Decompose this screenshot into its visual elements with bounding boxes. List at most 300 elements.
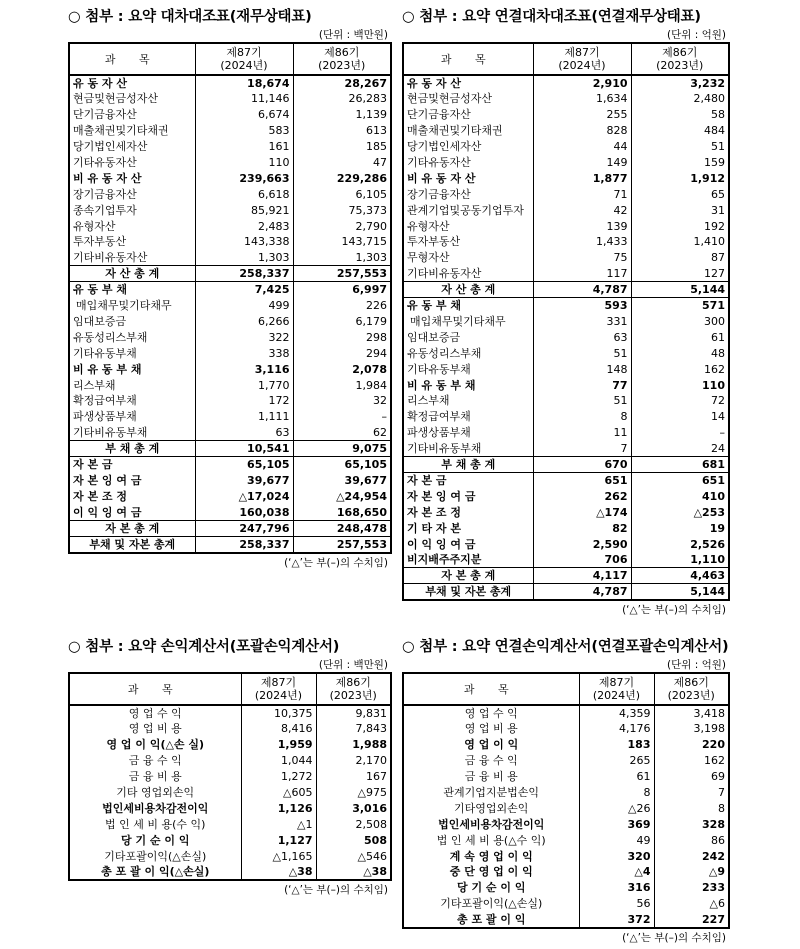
value-86: 75,373: [293, 202, 391, 218]
row-label: 당기법인세자산: [69, 139, 195, 155]
value-86: 3,016: [316, 800, 391, 816]
value-87: △605: [241, 785, 316, 801]
table-row: [69, 123, 391, 139]
value-87: 1,044: [241, 753, 316, 769]
value-86: 72: [631, 393, 729, 409]
value-87: 828: [533, 123, 631, 139]
value-86: 14: [631, 409, 729, 425]
value-87: 4,787: [533, 584, 631, 601]
value-86: 4,463: [631, 568, 729, 584]
value-87: 1,126: [241, 800, 316, 816]
table-row: [403, 520, 729, 536]
value-86: 143,715: [293, 234, 391, 250]
value-87: 651: [533, 473, 631, 489]
table-row: [403, 584, 729, 601]
value-87: 1,433: [533, 234, 631, 250]
table-row: [403, 721, 729, 737]
value-87: 255: [533, 107, 631, 123]
value-87: 110: [195, 155, 293, 171]
table-header-row: [403, 43, 729, 75]
value-87: 8: [533, 409, 631, 425]
table-row: [69, 155, 391, 171]
row-label: 총 포 괄 이 익(△손실): [69, 864, 241, 880]
value-86: 61: [631, 329, 729, 345]
value-87: 139: [533, 218, 631, 234]
table-row: [403, 705, 729, 721]
value-86: 226: [293, 298, 391, 314]
column-header-87: 제87기 (2024년): [195, 43, 293, 75]
table-row: [403, 488, 729, 504]
value-87: 239,663: [195, 170, 293, 186]
value-86: 19: [631, 520, 729, 536]
row-label: 관계기업지분법손익: [403, 785, 579, 801]
table-row: [69, 234, 391, 250]
row-label: 유동성리스부채: [69, 329, 195, 345]
column-header-item: 과 목: [403, 43, 533, 75]
value-87: 6,618: [195, 186, 293, 202]
row-label: 자 본 금: [69, 457, 195, 473]
income-statement-note: (‘△’는 부(–)의 수치임): [284, 884, 388, 897]
value-86: 65,105: [293, 457, 391, 473]
value-87: 670: [533, 457, 631, 473]
row-label: 투자부동산: [403, 234, 533, 250]
row-label: 자 본 잉 여 금: [69, 473, 195, 489]
value-87: △174: [533, 504, 631, 520]
balance-sheet-title: ○ 첨부 : 요약 대차대조표(재무상태표): [68, 9, 312, 25]
value-87: 338: [195, 345, 293, 361]
row-label: 기타포괄이익(△손실): [69, 848, 241, 864]
value-86: 162: [654, 753, 729, 769]
row-label: 금 융 비 용: [403, 769, 579, 785]
row-label: 영 업 이 익(△손 실): [69, 737, 241, 753]
table-row: [69, 832, 391, 848]
row-label: 기타유동부채: [403, 361, 533, 377]
consolidated-balance-sheet-title: ○ 첨부 : 요약 연결대차대조표(연결재무상태표): [402, 9, 701, 25]
row-label: 확정급여부채: [403, 409, 533, 425]
value-86: 5,144: [631, 584, 729, 601]
table-row: [69, 816, 391, 832]
value-87: 61: [579, 769, 654, 785]
value-86: △9: [654, 864, 729, 880]
table-row: [69, 202, 391, 218]
row-label: 매입채무및기타채무: [403, 314, 533, 330]
value-86: 3,418: [654, 705, 729, 721]
row-label: 금 융 비 용: [69, 769, 241, 785]
table-row: [403, 170, 729, 186]
value-86: 571: [631, 298, 729, 314]
row-label: 부채 및 자본 총계: [69, 536, 195, 553]
table-row: [69, 314, 391, 330]
value-86: 6,105: [293, 186, 391, 202]
row-label: 매입채무및기타채무: [69, 298, 195, 314]
value-86: 2,480: [631, 91, 729, 107]
value-87: 1,770: [195, 377, 293, 393]
row-label: 법 인 세 비 용(수 익): [69, 816, 241, 832]
table-row: [69, 170, 391, 186]
consolidated-income-statement-unit: (단위 : 억원): [667, 659, 726, 671]
value-87: 320: [579, 848, 654, 864]
row-label: 기타포괄이익(△손실): [403, 896, 579, 912]
row-label: 비지배주주지분: [403, 552, 533, 568]
value-87: 593: [533, 298, 631, 314]
value-86: 7,843: [316, 721, 391, 737]
table-row: [69, 218, 391, 234]
column-header-87: 제87기 (2024년): [241, 673, 316, 705]
value-87: 6,266: [195, 314, 293, 330]
table-row: [69, 520, 391, 536]
row-label: 계 속 영 업 이 익: [403, 848, 579, 864]
row-label: 기 타 자 본: [403, 520, 533, 536]
value-87: 148: [533, 361, 631, 377]
row-label: 금 융 수 익: [69, 753, 241, 769]
value-87: 706: [533, 552, 631, 568]
value-86: 9,075: [293, 441, 391, 457]
value-86: 86: [654, 832, 729, 848]
value-87: 322: [195, 329, 293, 345]
value-87: △17,024: [195, 488, 293, 504]
value-86: 3,232: [631, 75, 729, 91]
table-row: [403, 361, 729, 377]
table-row: [403, 218, 729, 234]
row-label: 기타비유동자산: [69, 250, 195, 266]
value-86: 1,988: [316, 737, 391, 753]
value-86: 28,267: [293, 75, 391, 91]
value-86: 300: [631, 314, 729, 330]
value-86: 167: [316, 769, 391, 785]
row-label: 비 유 동 자 산: [69, 170, 195, 186]
row-label: 자 본 조 정: [69, 488, 195, 504]
value-86: 2,790: [293, 218, 391, 234]
value-87: 75: [533, 250, 631, 266]
table-row: [403, 769, 729, 785]
value-86: 2,508: [316, 816, 391, 832]
table-row: [69, 457, 391, 473]
row-label: 부 채 총 계: [403, 457, 533, 473]
row-label: 기타유동부채: [69, 345, 195, 361]
row-label: 자 본 조 정: [403, 504, 533, 520]
value-87: 7: [533, 441, 631, 457]
table-row: [69, 800, 391, 816]
value-86: 484: [631, 123, 729, 139]
value-87: 247,796: [195, 520, 293, 536]
column-header-item: 과 목: [69, 43, 195, 75]
row-label: 법 인 세 비 용(△수 익): [403, 832, 579, 848]
value-86: 127: [631, 266, 729, 282]
row-label: 자 본 총 계: [403, 568, 533, 584]
value-86: 294: [293, 345, 391, 361]
value-86: 39,677: [293, 473, 391, 489]
value-87: 149: [533, 155, 631, 171]
table-row: [69, 345, 391, 361]
table-row: [69, 409, 391, 425]
table-header-row: [69, 673, 391, 705]
row-label: 영 업 이 익: [403, 737, 579, 753]
value-87: 2,483: [195, 218, 293, 234]
row-label: 자 본 금: [403, 473, 533, 489]
table-row: [403, 848, 729, 864]
value-87: 2,590: [533, 536, 631, 552]
row-label: 단기금융자산: [403, 107, 533, 123]
row-label: 리스부채: [403, 393, 533, 409]
income-statement-title: ○ 첨부 : 요약 손익계산서(포괄손익계산서): [68, 639, 340, 655]
row-label: 무형자산: [403, 250, 533, 266]
value-86: △546: [316, 848, 391, 864]
value-87: △38: [241, 864, 316, 880]
row-label: 자 본 총 계: [69, 520, 195, 536]
value-86: △253: [631, 504, 729, 520]
value-87: 63: [533, 329, 631, 345]
consolidated-balance-sheet-note: (‘△’는 부(–)의 수치임): [622, 604, 726, 617]
value-87: 1,634: [533, 91, 631, 107]
value-87: 44: [533, 139, 631, 155]
row-label: 현금및현금성자산: [69, 91, 195, 107]
value-87: 1,877: [533, 170, 631, 186]
table-row: [403, 75, 729, 91]
table-row: [69, 91, 391, 107]
value-86: 162: [631, 361, 729, 377]
value-86: 65: [631, 186, 729, 202]
value-87: 499: [195, 298, 293, 314]
value-87: 172: [195, 393, 293, 409]
table-row: [69, 441, 391, 457]
value-86: △38: [316, 864, 391, 880]
value-87: 369: [579, 816, 654, 832]
table-row: [403, 298, 729, 314]
value-87: 1,111: [195, 409, 293, 425]
value-86: △24,954: [293, 488, 391, 504]
row-label: 총 포 괄 이 익: [403, 912, 579, 928]
row-label: 자 본 잉 여 금: [403, 488, 533, 504]
value-87: 51: [533, 345, 631, 361]
table-row: [69, 107, 391, 123]
column-header-86: 제86기 (2023년): [293, 43, 391, 75]
value-87: 1,127: [241, 832, 316, 848]
table-row: [69, 848, 391, 864]
value-86: 3,198: [654, 721, 729, 737]
row-label: 현금및현금성자산: [403, 91, 533, 107]
value-86: 1,139: [293, 107, 391, 123]
value-86: 159: [631, 155, 729, 171]
value-86: 1,912: [631, 170, 729, 186]
row-label: 영 업 비 용: [403, 721, 579, 737]
table-row: [69, 785, 391, 801]
row-label: 확정급여부채: [69, 393, 195, 409]
value-87: 51: [533, 393, 631, 409]
table-row: [69, 266, 391, 282]
row-label: 기타비유동자산: [403, 266, 533, 282]
value-86: 8: [654, 800, 729, 816]
value-86: 298: [293, 329, 391, 345]
table-row: [403, 250, 729, 266]
row-label: 법인세비용차감전이익: [69, 800, 241, 816]
value-87: 10,375: [241, 705, 316, 721]
row-label: 기타비유동부채: [403, 441, 533, 457]
table-row: [69, 425, 391, 441]
row-label: 비 유 동 부 채: [403, 377, 533, 393]
value-87: 71: [533, 186, 631, 202]
table-row: [403, 816, 729, 832]
income-statement-table: [68, 672, 392, 881]
value-87: 49: [579, 832, 654, 848]
table-row: [403, 864, 729, 880]
value-86: 410: [631, 488, 729, 504]
table-row: [403, 314, 729, 330]
table-row: [403, 234, 729, 250]
row-label: 기타유동자산: [403, 155, 533, 171]
table-row: [403, 737, 729, 753]
value-86: –: [631, 425, 729, 441]
consolidated-balance-sheet-panel: [402, 6, 728, 617]
value-87: 583: [195, 123, 293, 139]
value-87: 4,117: [533, 568, 631, 584]
table-row: [403, 139, 729, 155]
value-86: 1,110: [631, 552, 729, 568]
value-87: 11: [533, 425, 631, 441]
balance-sheet-unit: (단위 : 백만원): [318, 29, 388, 41]
row-label: 자 산 총 계: [403, 282, 533, 298]
table-row: [403, 393, 729, 409]
value-87: △1,165: [241, 848, 316, 864]
row-label: 파생상품부채: [69, 409, 195, 425]
value-87: 18,674: [195, 75, 293, 91]
value-86: 1,410: [631, 234, 729, 250]
table-row: [69, 298, 391, 314]
income-statement-panel: [68, 636, 390, 897]
value-86: 681: [631, 457, 729, 473]
value-86: 9,831: [316, 705, 391, 721]
value-86: 7: [654, 785, 729, 801]
value-87: 65,105: [195, 457, 293, 473]
consolidated-income-statement-note: (‘△’는 부(–)의 수치임): [622, 931, 726, 944]
row-label: 금 융 수 익: [403, 753, 579, 769]
table-row: [403, 186, 729, 202]
value-86: 1,984: [293, 377, 391, 393]
value-87: 265: [579, 753, 654, 769]
row-label: 기타 영업외손익: [69, 785, 241, 801]
value-86: 185: [293, 139, 391, 155]
table-row: [69, 361, 391, 377]
value-87: 258,337: [195, 536, 293, 553]
table-row: [403, 425, 729, 441]
table-row: [69, 473, 391, 489]
table-row: [403, 345, 729, 361]
table-row: [403, 91, 729, 107]
table-row: [403, 441, 729, 457]
row-label: 임대보증금: [69, 314, 195, 330]
table-row: [403, 457, 729, 473]
table-row: [69, 186, 391, 202]
row-label: 중 단 영 업 이 익: [403, 864, 579, 880]
value-86: △975: [316, 785, 391, 801]
table-row: [403, 107, 729, 123]
value-87: 11,146: [195, 91, 293, 107]
column-header-item: 과 목: [69, 673, 241, 705]
table-row: [69, 705, 391, 721]
row-label: 당기법인세자산: [403, 139, 533, 155]
value-87: 6,674: [195, 107, 293, 123]
balance-sheet-note: (‘△’는 부(–)의 수치임): [284, 556, 388, 569]
table-row: [69, 329, 391, 345]
table-row: [403, 912, 729, 928]
value-86: 229,286: [293, 170, 391, 186]
row-label: 관계기업및공동기업투자: [403, 202, 533, 218]
table-row: [69, 721, 391, 737]
value-87: 316: [579, 880, 654, 896]
table-row: [403, 282, 729, 298]
value-86: 2,078: [293, 361, 391, 377]
row-label: 장기금융자산: [403, 186, 533, 202]
value-87: 160,038: [195, 504, 293, 520]
value-87: 262: [533, 488, 631, 504]
value-86: 69: [654, 769, 729, 785]
row-label: 단기금융자산: [69, 107, 195, 123]
column-header-item: 과 목: [403, 673, 579, 705]
column-header-87: 제87기 (2024년): [579, 673, 654, 705]
table-row: [403, 552, 729, 568]
table-row: [403, 409, 729, 425]
table-row: [69, 488, 391, 504]
table-row: [69, 737, 391, 753]
row-label: 유 동 자 산: [69, 75, 195, 91]
row-label: 기타영업외손익: [403, 800, 579, 816]
value-86: 6,179: [293, 314, 391, 330]
table-header-row: [403, 673, 729, 705]
table-row: [69, 753, 391, 769]
table-row: [403, 896, 729, 912]
value-87: 10,541: [195, 441, 293, 457]
value-87: 8: [579, 785, 654, 801]
row-label: 당 기 순 이 익: [403, 880, 579, 896]
row-label: 비 유 동 자 산: [403, 170, 533, 186]
table-row: [69, 536, 391, 553]
value-86: 257,553: [293, 536, 391, 553]
value-87: 56: [579, 896, 654, 912]
balance-sheet-panel: [68, 6, 390, 570]
value-87: 85,921: [195, 202, 293, 218]
value-86: 227: [654, 912, 729, 928]
table-row: [403, 473, 729, 489]
table-row: [69, 250, 391, 266]
value-86: 242: [654, 848, 729, 864]
value-86: 48: [631, 345, 729, 361]
balance-sheet-table: [68, 42, 392, 554]
table-row: [403, 536, 729, 552]
value-86: 26,283: [293, 91, 391, 107]
value-87: 39,677: [195, 473, 293, 489]
table-row: [403, 266, 729, 282]
table-row: [403, 568, 729, 584]
table-row: [69, 504, 391, 520]
value-86: 47: [293, 155, 391, 171]
table-row: [403, 377, 729, 393]
value-87: 4,359: [579, 705, 654, 721]
value-86: △6: [654, 896, 729, 912]
value-87: △1: [241, 816, 316, 832]
value-86: 58: [631, 107, 729, 123]
table-row: [403, 202, 729, 218]
row-label: 기타비유동부채: [69, 425, 195, 441]
consolidated-balance-sheet-unit: (단위 : 억원): [667, 29, 726, 41]
consolidated-balance-sheet-table: [402, 42, 730, 601]
row-label: 투자부동산: [69, 234, 195, 250]
table-row: [69, 393, 391, 409]
value-86: 508: [316, 832, 391, 848]
value-86: 32: [293, 393, 391, 409]
row-label: 종속기업투자: [69, 202, 195, 218]
value-87: 7,425: [195, 282, 293, 298]
row-label: 법인세비용차감전이익: [403, 816, 579, 832]
value-87: △26: [579, 800, 654, 816]
